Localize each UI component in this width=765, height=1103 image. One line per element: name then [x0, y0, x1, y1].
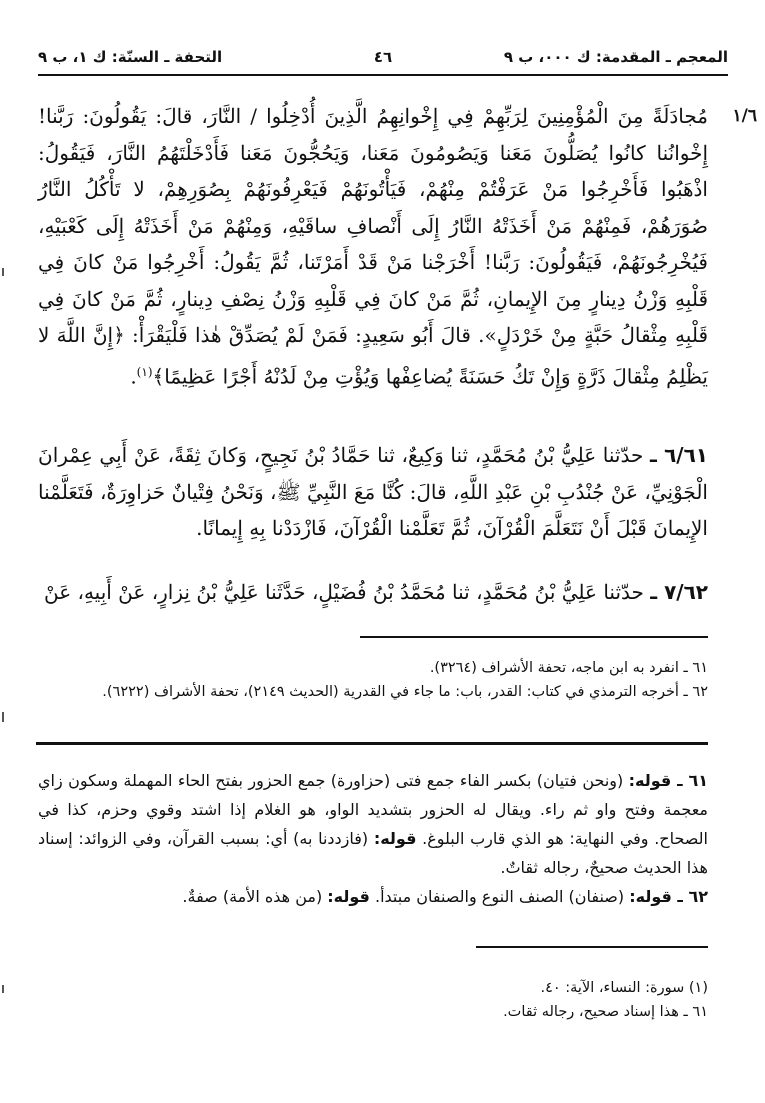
hadith-text: حدّثنا عَلِيُّ بْنُ مُحَمَّدٍ، ثنا مُحَمَّدُ بْنُ فُضَيْلٍ، حَدَّثَنا عَلِيُّ بْنُ نِزارٍ، عَنْ أَبِيهِ، عَنْ [43, 580, 644, 604]
commentary-label: ٦١ ـ قوله: [628, 771, 708, 790]
commentary-text: (صنفان) الصنف النوع والصنفان مبتدأ. [375, 887, 625, 906]
page-number: ٤٦ [373, 48, 393, 66]
footnote: ٦١ ـ هذا إسناد صحيح، رجاله ثقات. [503, 1004, 708, 1020]
margin-volume-ref: ١/٦ [732, 106, 757, 126]
footnote: (١) سورة: النساء، الآية: ٤٠. [540, 980, 708, 996]
passage-text: مُجادَلَةً مِنَ الْمُؤْمِنِينَ لِرَبِّهِمْ فِي إِخْوانِهِمُ الَّذِينَ أُدْخِلُوا / النَّارَ، قالَ: يَقُولُونَ: رَبَّنا! إِخْوانُنا كانُوا يُصَلُّونَ مَعَنا وَيَصُومُونَ مَعَنا، وَيَحُجُّونَ مَعَنا فَأَدْخَلْتَهُمُ النَّارَ، فَيَقُولُ: اذْهَبُوا فَأَخْرِجُوا مَنْ عَرَفْتُمْ مِنْهُمْ، فَيَأْتُونَهُمْ فَيَعْرِفُونَهُمْ بِصُوَرِهِمْ، لا تَأْكُلُ النَّارُ صُوَرَهُمْ، فَمِنْهُمْ مَنْ أَخَذَتْهُ النَّارُ إِلَى أَنْصافِ ساقَيْهِ، وَمِنْهُمْ مَنْ أَخَذَتْهُ إِلَى كَعْبَيْهِ، فَيُخْرِجُونَهُمْ، فَيَقُولُونَ: رَبَّنا! أَخْرَجْنا مَنْ قَدْ أَمَرْتَنا، ثُمَّ يَقُولُ: أَخْرِجُوا مَنْ كانَ فِي قَلْبِهِ وَزْنُ دِينارٍ مِنَ الإِيمانِ، ثُمَّ مَنْ كانَ فِي قَلْبِهِ وَزْنُ نِصْفِ دِينارٍ، ثُمَّ مَنْ كانَ فِي قَلْبِهِ مِثْقالُ حَبَّةٍ مِنْ خَرْدَلٍ». قالَ أَبُو سَعِيدٍ: فَمَنْ لَمْ يُصَدِّقْ هٰذا فَلْيَقْرَأْ: ﴿إِنَّ اللَّهَ لا يَظْلِمُ مِثْقالَ ذَرَّةٍ وَإِنْ تَكُ حَسَنَةً يُضاعِفْها وَيُؤْتِ مِنْ لَدُنْهُ أَجْرًا عَظِيمًا﴾ [38, 104, 708, 389]
commentary-label: قوله: [373, 829, 417, 848]
commentary [38, 766, 708, 911]
hadith-62 [38, 574, 708, 611]
hadith-text: حدّثنا عَلِيُّ بْنُ مُحَمَّدٍ، ثنا وَكِيعٌ، ثنا حَمَّادُ بْنُ نَجِيحٍ، وَكانَ ثِقَةً، عَنْ أَبِي عِمْرانَ الْجَوْنِيِّ، عَنْ جُنْدُبِ بْنِ عَبْدِ اللَّهِ، قالَ: كُنَّا مَعَ النَّبِيِّ ﷺ، وَنَحْنُ فِتْيانٌ حَزاوِرَةٌ، فَتَعَلَّمْنا الإِيمانَ قَبْلَ أَنْ نَتَعَلَّمَ الْقُرْآنَ، ثُمَّ تَعَلَّمْنا الْقُرْآنَ، فَازْدَدْنا بِهِ إِيمانًا. [38, 443, 708, 540]
header-tuhfa-ref: التحفة ـ السنّة: ك ١، ب ٩ [38, 48, 223, 66]
header-divider [38, 74, 728, 76]
commentary-text: (ونحن فتيان) بكسر الفاء جمع فتى (حزاورة) جمع الحزور بفتح الحاء المهملة وسكون زاي معجمة وفتح واو ثم راء. ويقال له الحزور بتشديد الواو، هو الغلام إذا اشتد وقوي وحزم، كذا في الصحاح. وفي النهاية: هو الذي قارب البلوغ. [38, 771, 709, 848]
hadith-continuation: مُجادَلَةً مِنَ الْمُؤْمِنِينَ لِرَبِّهِمْ فِي إِخْوانِهِمُ الَّذِينَ أُدْخِلُوا / النَّارَ، قالَ: يَقُولُونَ: رَبَّنا! إِخْوانُنا كانُوا يُصَلُّونَ مَعَنا وَيَصُومُونَ مَعَنا، وَيَحُجُّونَ مَعَنا فَأَدْخَلْتَهُمُ النَّارَ، فَيَقُولُ: اذْهَبُوا فَأَخْرِجُوا مَنْ عَرَفْتُمْ مِنْهُمْ، فَيَأْتُونَهُمْ فَيَعْرِفُونَهُمْ بِصُوَرِهِمْ، لا تَأْكُلُ النَّارُ صُوَرَهُمْ، فَمِنْهُمْ مَنْ أَخَذَتْهُ النَّارُ إِلَى أَنْصافِ ساقَيْهِ، وَمِنْهُمْ مَنْ أَخَذَتْهُ إِلَى كَعْبَيْهِ، فَيُخْرِجُونَهُمْ، فَيَقُولُونَ: رَبَّنا! أَخْرَجْنا مَنْ قَدْ أَمَرْتَنا، ثُمَّ يَقُولُ: أَخْرِجُوا مَنْ كانَ فِي قَلْبِهِ وَزْنُ دِينارٍ مِنَ الإِيمانِ، ثُمَّ مَنْ كانَ فِي قَلْبِهِ وَزْنُ نِصْفِ دِينارٍ، ثُمَّ مَنْ كانَ فِي قَلْبِهِ مِثْقالُ حَبَّةٍ مِنْ خَرْدَلٍ». قالَ أَبُو سَعِيدٍ: فَمَنْ لَمْ يُصَدِّقْ هٰذا فَلْيَقْرَأْ: ﴿إِنَّ اللَّهَ لا يَظْلِمُ مِثْقالَ ذَرَّةٍ وَإِنْ تَكُ حَسَنَةً يُضاعِفْها وَيُؤْتِ مِنْ لَدُنْهُ أَجْرًا عَظِيمًا﴾$^{(١)}$. [38, 104, 708, 389]
scan-edge-mark [2, 712, 4, 722]
header-source-ref: المعجم ـ المقدمة: ك ٠٠٠، ب ٩ [503, 48, 728, 66]
takhrij-note: ٦١ ـ انفرد به ابن ماجه، تحفة الأشراف (٣٢٦٤). [429, 660, 708, 676]
footnote-divider [476, 946, 708, 948]
running-header [38, 42, 728, 76]
takhrij-notes [38, 656, 708, 704]
footnote-marker: (١) [136, 364, 153, 379]
commentary-label: قوله: [327, 887, 370, 906]
footnotes [38, 976, 708, 1024]
commentary-61 [38, 766, 708, 882]
commentary-62 [38, 882, 708, 911]
hadith-number: ٦/٦١ ـ [650, 443, 709, 467]
commentary-label: ٦٢ ـ قوله: [629, 887, 708, 906]
scan-edge-mark [2, 985, 4, 993]
commentary-text: (فازددنا به) أي: بسبب القرآن، وفي الزوائد: إسناد هذا الحديث صحيحٌ، رجاله ثقاتٌ. [38, 829, 708, 877]
commentary-text: (من هذه الأمة) صفةٌ. [182, 887, 323, 906]
hadith-number: ٧/٦٢ ـ [650, 580, 708, 604]
scan-edge-mark [2, 268, 4, 276]
takhrij-note: ٦٢ ـ أخرجه الترمذي في كتاب: القدر، باب: ما جاء في القدرية (الحديث ٢١٤٩)، تحفة الأشراف (٦٢٢٢). [102, 684, 708, 700]
commentary-divider [36, 742, 708, 745]
takhrij-divider [360, 636, 708, 638]
hadith-61 [38, 437, 708, 547]
